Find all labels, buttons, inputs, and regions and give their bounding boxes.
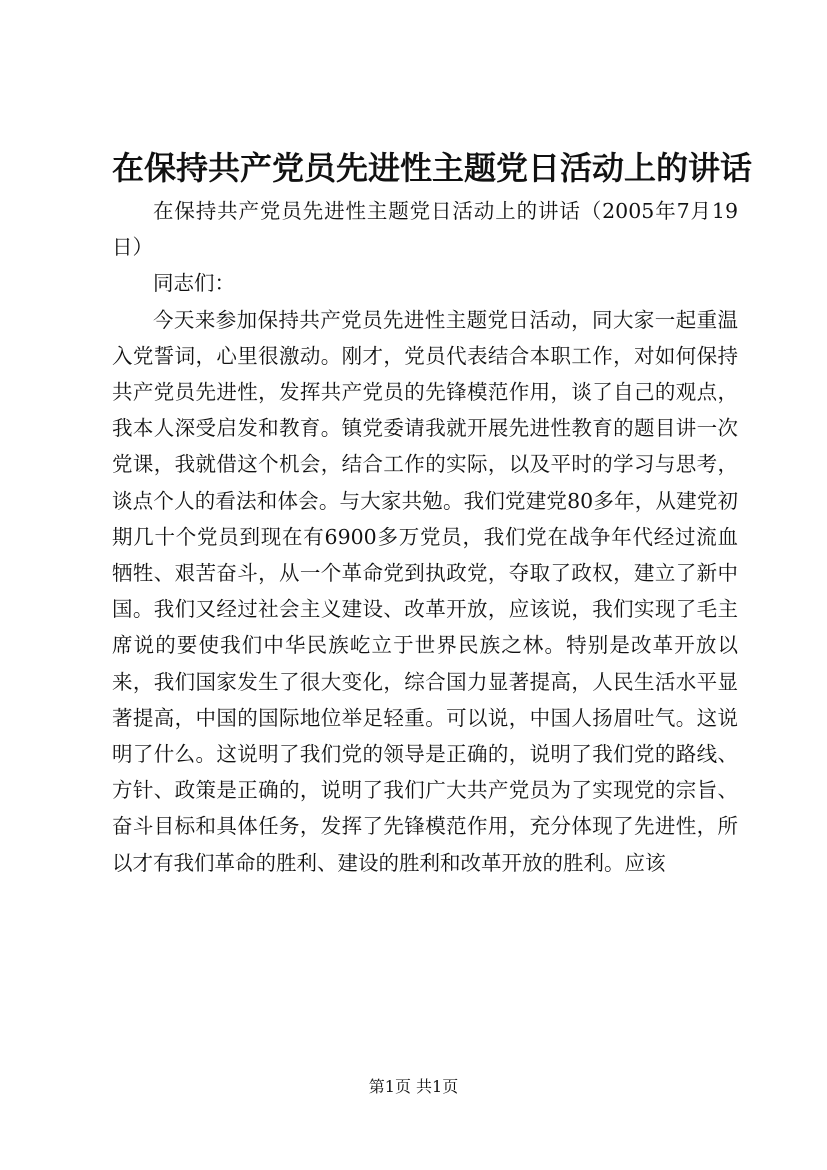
document-body [112,193,738,881]
paragraph-dateline: 在保持共产党员先进性主题党日活动上的讲话（2005年7月19日） [112,199,738,260]
page-footer: 第1页 共1页 [368,1077,459,1096]
paragraph-salutation: 同志们： [153,271,235,296]
paragraph-body: 今天来参加保持共产党员先进性主题党日活动，同大家一起重温入党誓词，心里很激动。刚才，党员代表结合本职工作，对如何保持共产党员先进性，发挥共产党员的先锋模范作用，谈了自己的观点，我本人深受启发和教育。镇党委请我就开展先进性教育的题目讲一次党课，我就借这个机会，结合工作的实际，以及平时的学习与思考，谈点个人的看法和体会。与大家共勉。我们党建党80多年，从建党初期几十个党员到现在有6900多万党员，我们党在战争年代经过流血牺牲、艰苦奋斗，从一个革命党到执政党，夺取了政权，建立了新中国。我们又经过社会主义建设、改革开放，应该说，我们实现了毛主席说的要使我们中华民族屹立于世界民族之林。特别是改革开放以来，我们国家发生了很大变化，综合国力显著提高，人民生活水平显著提高，中国的国际地位举足轻重。可以说，中国人扬眉吐气。这说明了什么。这说明了我们党的领导是正确的，说明了我们党的路线、方针、政策是正确的，说明了我们广大共产党员为了实现党的宗旨、奋斗目标和具体任务，发挥了先锋模范作用，充分体现了先进性，所以才有我们革命的胜利、建设的胜利和改革开放的胜利。应该 [112,307,738,875]
document-title: 在保持共产党员先进性主题党日活动上的讲话 [112,149,753,187]
